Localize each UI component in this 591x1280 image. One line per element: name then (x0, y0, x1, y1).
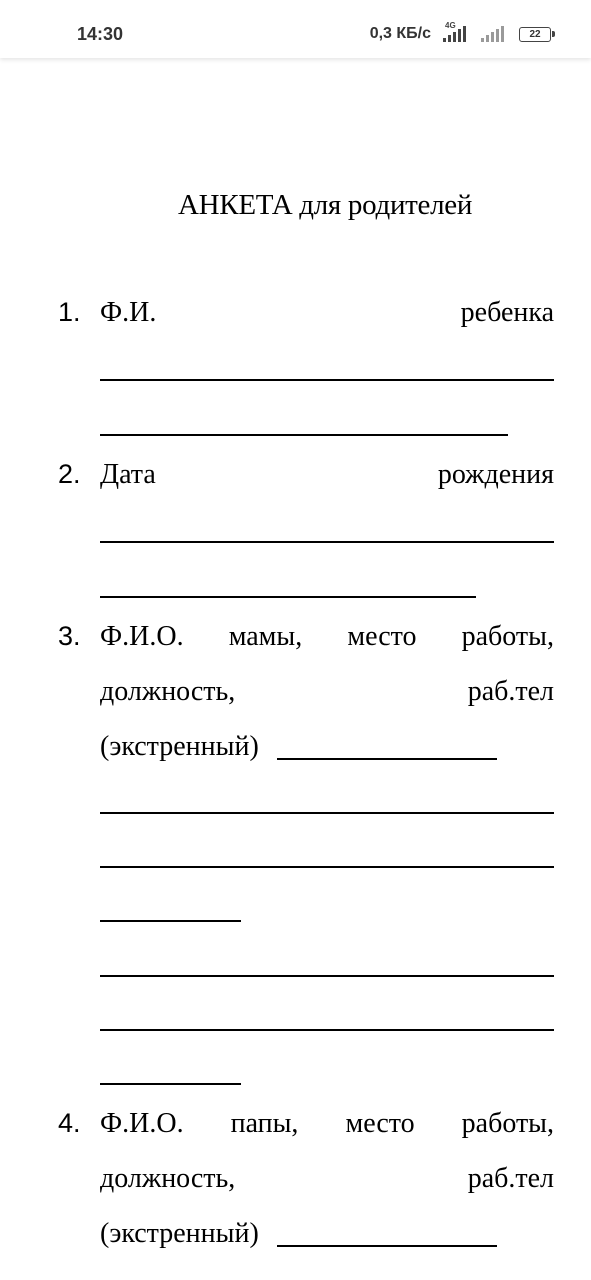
question-1-number: 1. (58, 297, 81, 327)
network-speed: 0,3 КБ/с (369, 25, 431, 42)
answer-line[interactable] (100, 434, 508, 436)
question-4-word: раб.тел (467, 1163, 554, 1194)
question-1-word: ребенка (460, 297, 554, 328)
answer-line[interactable] (100, 975, 554, 977)
answer-line[interactable] (100, 1029, 554, 1031)
question-4-word: должность, (100, 1163, 236, 1194)
status-time: 14:30 (77, 24, 124, 44)
question-3-text-row2 (100, 675, 554, 709)
answer-line[interactable] (277, 1245, 497, 1247)
answer-line[interactable] (100, 379, 554, 381)
question-4-text-row1 (100, 1107, 554, 1141)
question-3-text-row1 (100, 620, 554, 654)
question-4-word: работы, (461, 1108, 554, 1139)
answer-line[interactable] (277, 758, 497, 760)
status-indicators (370, 22, 555, 46)
signal-strength-secondary-icon (481, 26, 513, 42)
answer-line[interactable] (100, 1083, 241, 1085)
answer-line[interactable] (100, 812, 554, 814)
battery-level: 22 (519, 27, 551, 42)
battery-icon (519, 27, 555, 42)
question-4-word: папы, (230, 1108, 299, 1139)
status-bar (0, 0, 591, 58)
question-2-word: рождения (437, 459, 554, 490)
question-2-number: 2. (58, 459, 81, 489)
question-3-word: раб.тел (467, 676, 554, 707)
answer-line[interactable] (100, 541, 554, 543)
question-4-text-row3: (экстренный) (100, 1218, 259, 1249)
question-2-text (100, 458, 554, 492)
question-4-word: Ф.И.О. (100, 1108, 184, 1139)
signal-strength-icon (443, 21, 475, 42)
question-3-word: мамы, (228, 621, 303, 652)
answer-line[interactable] (100, 596, 476, 598)
question-3-word: работы, (461, 621, 554, 652)
question-3-word: Ф.И.О. (100, 621, 184, 652)
question-3-text-row3: (экстренный) (100, 731, 259, 762)
question-1-text (100, 296, 554, 330)
question-1-word: Ф.И. (100, 297, 157, 328)
question-3-word: должность, (100, 676, 236, 707)
question-4-word: место (345, 1108, 415, 1139)
question-3-word: место (347, 621, 417, 652)
answer-line[interactable] (100, 866, 554, 868)
question-4-number: 4. (58, 1108, 81, 1138)
question-2-word: Дата (100, 459, 156, 490)
question-4-text-row2 (100, 1162, 554, 1196)
answer-line[interactable] (100, 920, 241, 922)
network-type-label: 4G (445, 21, 456, 30)
question-3-number: 3. (58, 621, 81, 651)
document-title: АНКЕТА для родителей (178, 189, 473, 221)
